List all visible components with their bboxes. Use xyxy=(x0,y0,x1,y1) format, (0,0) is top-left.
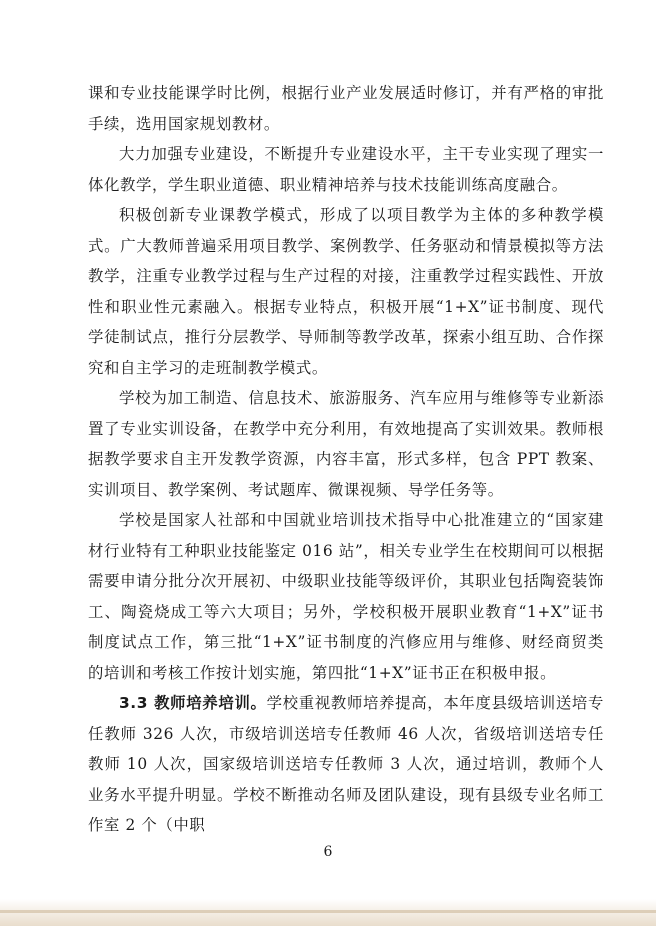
section-paragraph xyxy=(88,688,604,841)
body-text xyxy=(88,78,604,841)
paragraph-3: 积极创新专业课教学模式，形成了以项目教学为主体的多种教学模式。广大教师普遍采用项目教学、案例教学、任务驱动和情景模拟等方法教学，注重专业教学过程与生产过程的对接，注重教学过程实践性、开放性和职业性元素融入。根据专业特点，积极开展“1+X”证书制度、现代学徒制试点，推行分层教学、导师制等教学改革，探索小组互助、合作探究和自主学习的走班制教学模式。 xyxy=(88,206,604,377)
page-number: 6 xyxy=(323,844,333,860)
section-heading: 3.3 教师培养培训。 xyxy=(119,694,267,712)
section-text: 学校重视教师培养提高，本年度县级培训送培专任教师 326 人次，市级培训送培专任教师 46 人次，省级培训送培专任教师 10 人次，国家级培训送培专任教师 3 人次，通过培训，教师个人业务水平提升明显。学校不断推动名师及团队建设，现有县级专业名师工作室 2 个（中职 xyxy=(88,694,604,834)
paragraph-5: 学校是国家人社部和中国就业培训技术指导中心批准建立的“国家建材行业特有工种职业技能鉴定 016 站”，相关专业学生在校期间可以根据需要申请分批分次开展初、中级职业技能等级评价，其职业包括陶瓷装饰工、陶瓷烧成工等六大项目；另外，学校积极开展职业教育“1+X”证书制度试点工作，第三批“1+X”证书制度的汽修应用与维修、财经商贸类的培训和考核工作按计划实施，第四批“1+X”证书正在积极申报。 xyxy=(88,511,604,682)
paragraph-1: 课和专业技能课学时比例，根据行业产业发展适时修订，并有严格的审批手续，选用国家规划教材。 xyxy=(88,84,604,133)
footer-rule xyxy=(0,910,656,913)
paragraph-2: 大力加强专业建设，不断提升专业建设水平，主干专业实现了理实一体化教学，学生职业道德、职业精神培养与技术技能训练高度融合。 xyxy=(88,145,604,194)
paragraph-4: 学校为加工制造、信息技术、旅游服务、汽车应用与维修等专业新添置了专业实训设备，在教学中充分利用，有效地提高了实训效果。教师根据教学要求自主开发教学资源，内容丰富，形式多样，包含 PPT 教案、实训项目、教学案例、考试题库、微课视频、导学任务等。 xyxy=(88,389,604,499)
